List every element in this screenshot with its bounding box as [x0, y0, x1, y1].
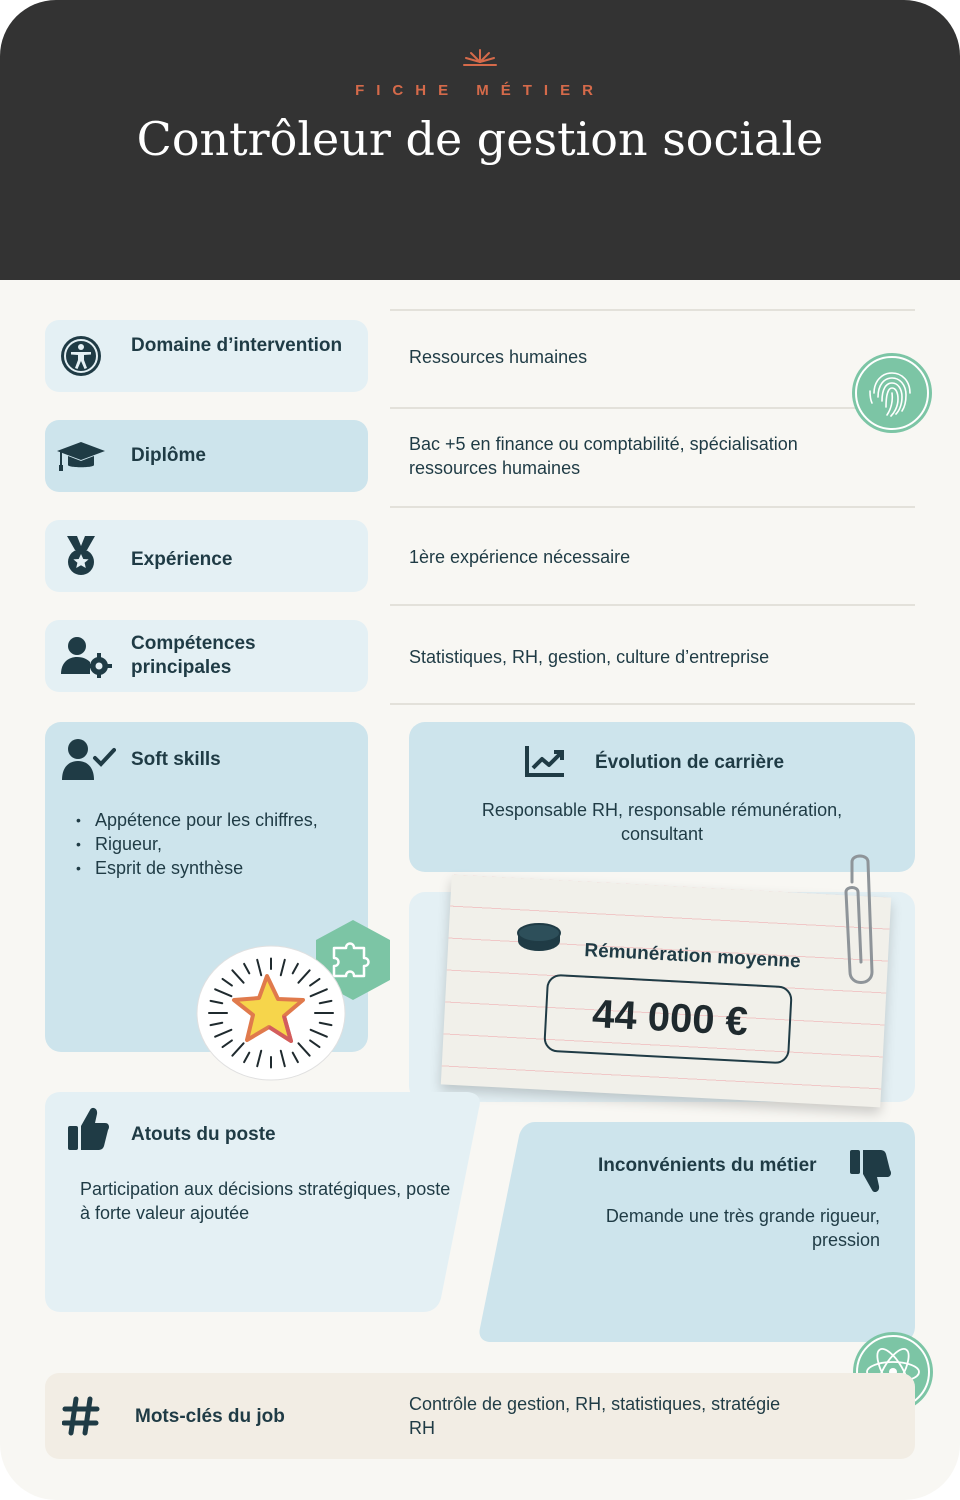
row-diploma: [45, 420, 368, 492]
row-value-experience: 1ère expérience nécessaire: [409, 547, 631, 567]
kicker: FICHE MÉTIER: [355, 82, 605, 99]
list-item: • Appétence pour les chiffres,: [76, 808, 336, 832]
soft-skills-title: Soft skills: [131, 749, 221, 770]
graduation-cap-icon: [55, 434, 107, 478]
sunrise-icon: [462, 48, 498, 68]
user-gear-icon: [59, 634, 113, 678]
divider: [390, 604, 915, 606]
pros-text: Participation aux décisions stratégiques, poste à forte valeur ajoutée: [80, 1179, 451, 1223]
user-check-icon: [62, 738, 116, 780]
soft-skills-list: [76, 808, 336, 880]
divider: [390, 309, 915, 311]
career-title: Évolution de carrière: [595, 752, 785, 773]
list-item: • Rigueur,: [76, 832, 336, 856]
salary-box: [543, 974, 793, 1065]
star-icon: [195, 944, 347, 1082]
row-value-domain: Ressources humaines: [409, 347, 588, 367]
coin-icon: [516, 923, 562, 953]
list-item: • Esprit de synthèse: [76, 856, 336, 880]
hashtag-icon: [62, 1396, 100, 1436]
fingerprint-badge: [852, 353, 932, 433]
row-value-skills: Statistiques, RH, gestion, culture d’entreprise: [409, 647, 770, 667]
keywords-title: Mots-clés du job: [135, 1406, 285, 1427]
career-panel: [409, 722, 915, 872]
header: [0, 0, 960, 280]
chart-line-icon: [524, 744, 566, 778]
divider: [390, 703, 915, 705]
row-label-experience: Expérience: [131, 549, 233, 570]
paperclip-icon: [838, 852, 882, 992]
row-value-diploma: Bac +5 en finance ou comptabilité, spécialisation ressources humaines: [409, 434, 798, 478]
cons-text: Demande une très grande rigueur, pression: [605, 1206, 880, 1250]
divider: [390, 407, 915, 409]
page-title: Contrôleur de gestion sociale: [136, 112, 824, 166]
salary-title: Rémunération moyenne: [583, 940, 802, 973]
divider: [390, 506, 915, 508]
row-experience: [45, 520, 368, 592]
row-label-domain: Domaine d’intervention: [131, 335, 343, 356]
cons-title: Inconvénients du métier: [598, 1155, 817, 1176]
thumbs-down-icon: [848, 1148, 892, 1192]
salary-value: 44 000 €: [591, 992, 749, 1045]
row-label-skills: Compétences principales: [131, 633, 256, 678]
keywords-text: Contrôle de gestion, RH, statistiques, stratégie RH: [409, 1394, 781, 1438]
row-domain: [45, 320, 368, 392]
row-skills: [45, 620, 368, 692]
career-text: Responsable RH, responsable rémunération, consultant: [481, 800, 843, 844]
fingerprint-icon: [852, 353, 932, 433]
thumbs-up-icon: [66, 1106, 110, 1152]
row-label-diploma: Diplôme: [131, 445, 206, 466]
pros-title: Atouts du poste: [131, 1124, 276, 1145]
accessibility-icon: [59, 334, 103, 378]
medal-icon: [59, 534, 103, 578]
